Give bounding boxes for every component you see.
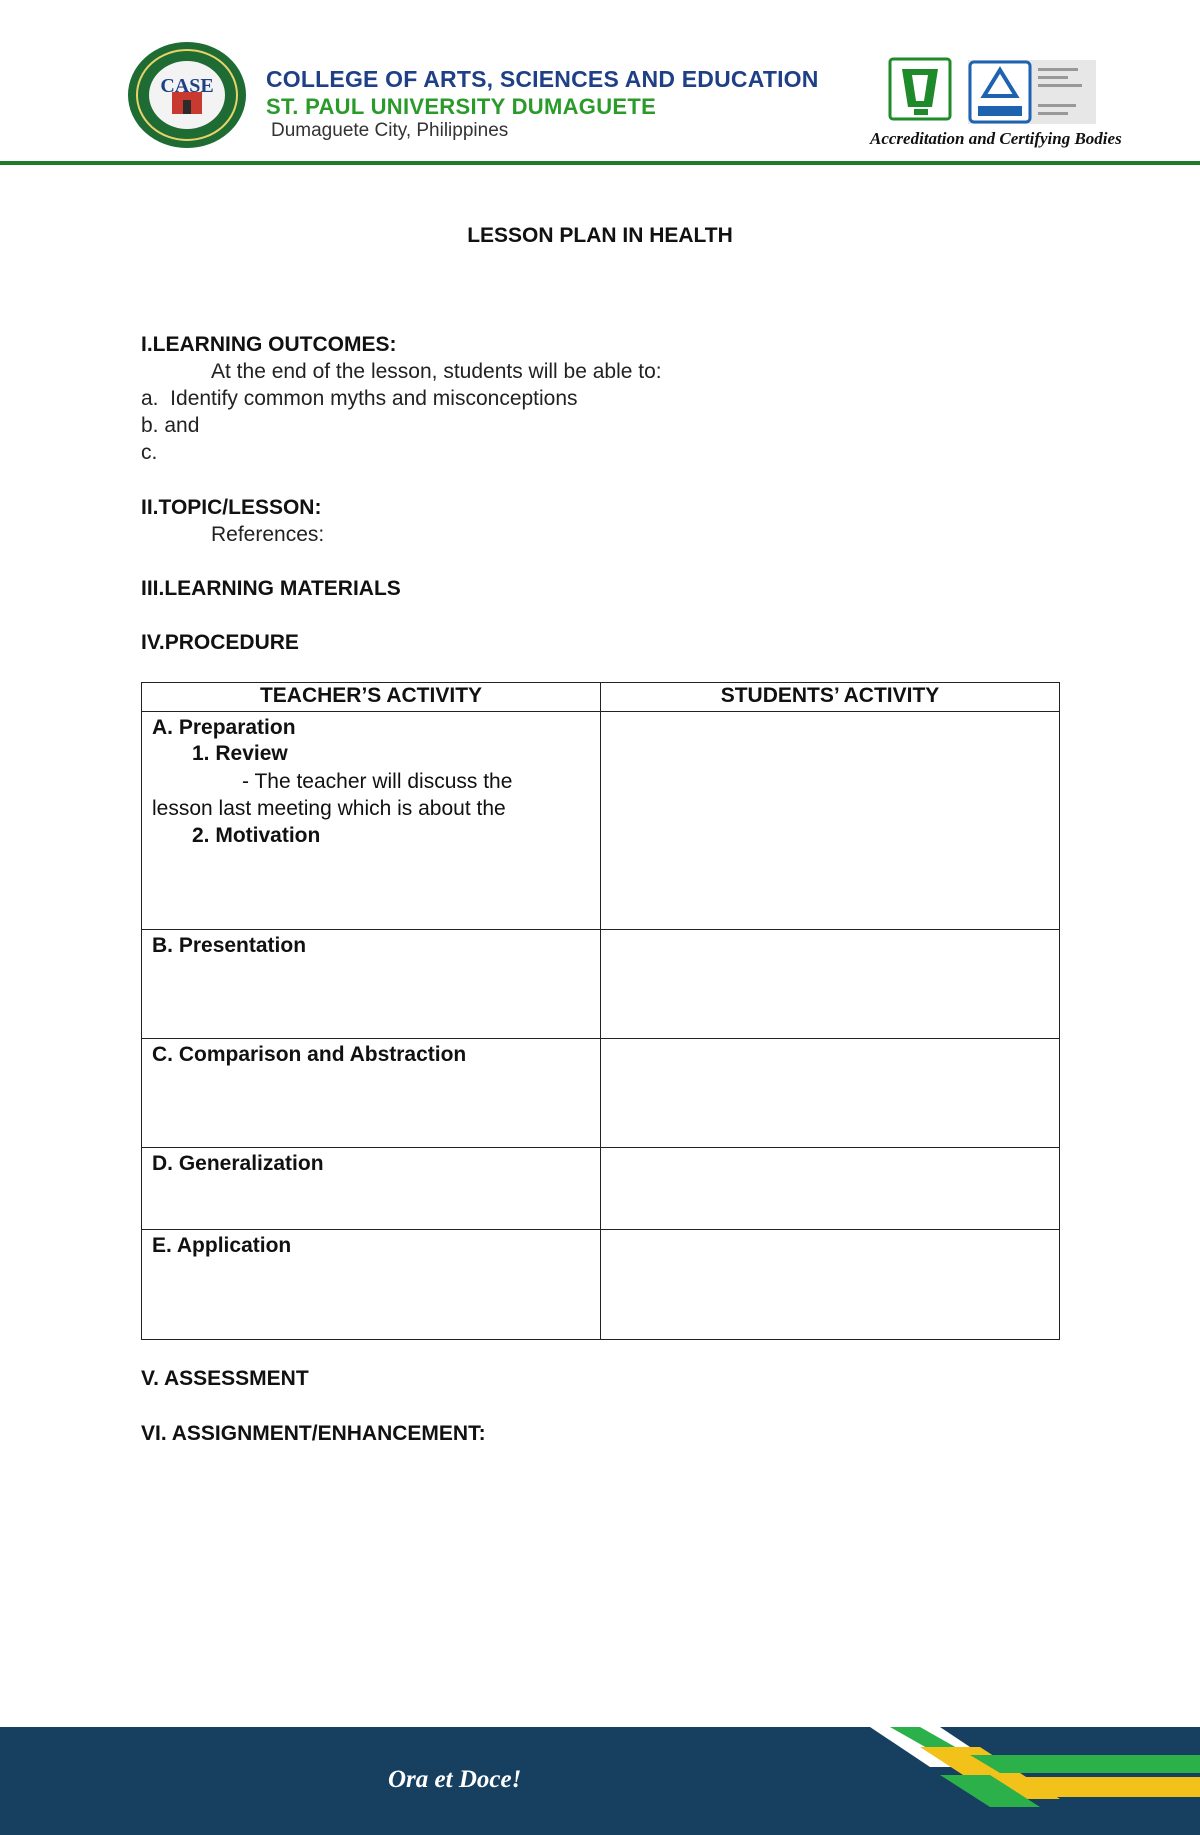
comparison-label: C. Comparison and Abstraction [152, 1043, 467, 1066]
comparison-cell [142, 1039, 601, 1148]
case-logo [126, 40, 248, 150]
college-name: COLLEGE OF ARTS, SCIENCES AND EDUCATION [266, 66, 819, 92]
students-activity-cell [601, 930, 1060, 1039]
university-name: ST. PAUL UNIVERSITY DUMAGUETE [266, 94, 657, 119]
header-divider [0, 161, 1200, 165]
logo-lettering: CASE [160, 75, 214, 97]
outcome-item-c: c. [141, 441, 158, 464]
procedure-table [141, 682, 1060, 1340]
generalization-cell [142, 1148, 601, 1230]
table-row [142, 930, 1060, 1039]
table-header-row [142, 683, 1060, 712]
table-row [142, 712, 1060, 930]
topic-heading: II.TOPIC/LESSON: [141, 496, 322, 519]
outcomes-intro: At the end of the lesson, students will be able to: [211, 360, 662, 383]
procedure-heading: IV.PROCEDURE [141, 631, 299, 654]
outcome-item-b: b. and [141, 414, 200, 437]
references-label: References: [211, 523, 325, 546]
review-line-1: - The teacher will discuss the [242, 770, 513, 793]
students-activity-header: STUDENTS’ ACTIVITY [601, 683, 1060, 712]
motivation-label: 2. Motivation [192, 824, 321, 847]
preparation-cell [142, 712, 601, 930]
review-description [152, 768, 590, 822]
generalization-label: D. Generalization [152, 1152, 324, 1175]
application-label: E. Application [152, 1234, 292, 1257]
outcomes-heading: I.LEARNING OUTCOMES: [141, 333, 397, 356]
presentation-cell [142, 930, 601, 1039]
review-label: 1. Review [192, 742, 288, 765]
presentation-label: B. Presentation [152, 934, 307, 957]
footer-motto: Ora et Doce! [388, 1766, 522, 1793]
students-activity-cell [601, 712, 1060, 930]
students-activity-cell [601, 1039, 1060, 1148]
footer-stripes-decoration [860, 1727, 1200, 1835]
table-row [142, 1039, 1060, 1148]
teacher-activity-header: TEACHER’S ACTIVITY [142, 683, 601, 712]
students-activity-cell [601, 1148, 1060, 1230]
assessment-heading: V. ASSESSMENT [141, 1367, 309, 1390]
accreditation-caption: Accreditation and Certifying Bodies [870, 129, 1122, 148]
university-location: Dumaguete City, Philippines [271, 120, 509, 141]
page-title: LESSON PLAN IN HEALTH [467, 224, 733, 247]
application-cell [142, 1230, 601, 1340]
preparation-label: A. Preparation [152, 716, 296, 739]
iso-certification-icon [968, 60, 1096, 124]
table-row [142, 1230, 1060, 1340]
accreditation-logo-icon [888, 57, 952, 121]
students-activity-cell [601, 1230, 1060, 1340]
outcome-item-a: a. Identify common myths and misconceptions [141, 387, 578, 410]
review-line-2: lesson last meeting which is about the [152, 797, 506, 820]
assignment-heading: VI. ASSIGNMENT/ENHANCEMENT: [141, 1422, 486, 1445]
table-row [142, 1148, 1060, 1230]
materials-heading: III.LEARNING MATERIALS [141, 577, 401, 600]
